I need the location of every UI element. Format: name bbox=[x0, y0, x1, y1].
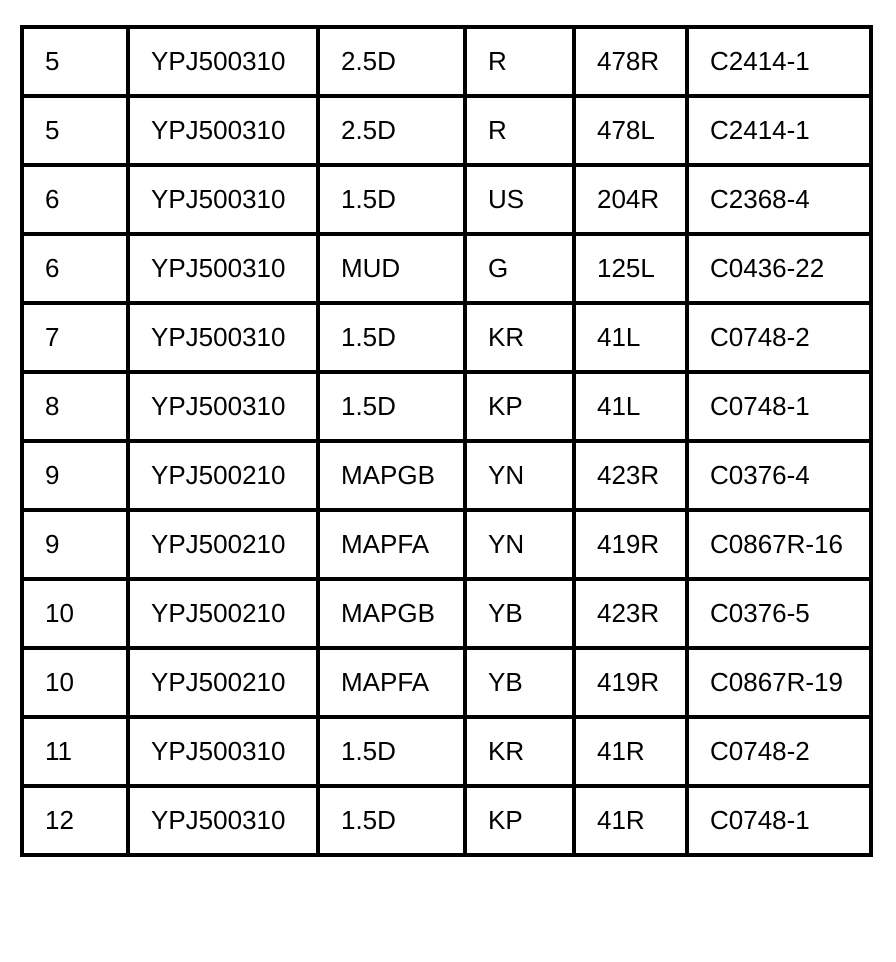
table-cell-code: KP bbox=[465, 372, 574, 441]
table-cell-ref-code: C0867R-19 bbox=[687, 648, 871, 717]
table-cell-number: 8 bbox=[22, 372, 128, 441]
table-cell-type: MAPFA bbox=[318, 648, 465, 717]
table-cell-type: 1.5D bbox=[318, 372, 465, 441]
table-cell-position: 41R bbox=[574, 717, 687, 786]
table-cell-position: 419R bbox=[574, 510, 687, 579]
table-row bbox=[22, 510, 871, 579]
table-cell-ref-code: C0436-22 bbox=[687, 234, 871, 303]
table-cell-type: 1.5D bbox=[318, 717, 465, 786]
table-row bbox=[22, 648, 871, 717]
table-cell-ref-code: C0748-2 bbox=[687, 303, 871, 372]
table-cell-type: 2.5D bbox=[318, 96, 465, 165]
table-cell-position: 423R bbox=[574, 579, 687, 648]
table-cell-number: 12 bbox=[22, 786, 128, 855]
table-row bbox=[22, 717, 871, 786]
table-cell-type: MUD bbox=[318, 234, 465, 303]
table-cell-position: 41L bbox=[574, 303, 687, 372]
table-cell-position: 423R bbox=[574, 441, 687, 510]
table-cell-position: 41R bbox=[574, 786, 687, 855]
table-cell-ref-code: C2414-1 bbox=[687, 96, 871, 165]
table-cell-number: 9 bbox=[22, 441, 128, 510]
table-row bbox=[22, 786, 871, 855]
table-cell-number: 6 bbox=[22, 165, 128, 234]
table-cell-position: 478R bbox=[574, 27, 687, 96]
table-cell-code: G bbox=[465, 234, 574, 303]
table-row bbox=[22, 165, 871, 234]
table-cell-code: YN bbox=[465, 441, 574, 510]
table-cell-number: 11 bbox=[22, 717, 128, 786]
table-cell-number: 6 bbox=[22, 234, 128, 303]
table-cell-position: 41L bbox=[574, 372, 687, 441]
table-row bbox=[22, 441, 871, 510]
table-cell-part-number: YPJ500310 bbox=[128, 234, 318, 303]
table-cell-code: KR bbox=[465, 303, 574, 372]
table-cell-type: MAPGB bbox=[318, 441, 465, 510]
table-body bbox=[22, 27, 871, 855]
data-table bbox=[20, 25, 873, 857]
table-cell-position: 204R bbox=[574, 165, 687, 234]
table-cell-ref-code: C0376-5 bbox=[687, 579, 871, 648]
table-cell-ref-code: C0867R-16 bbox=[687, 510, 871, 579]
table-cell-part-number: YPJ500210 bbox=[128, 441, 318, 510]
table-cell-part-number: YPJ500310 bbox=[128, 27, 318, 96]
table-cell-number: 5 bbox=[22, 96, 128, 165]
table-cell-position: 125L bbox=[574, 234, 687, 303]
table-cell-part-number: YPJ500310 bbox=[128, 372, 318, 441]
table-cell-ref-code: C2368-4 bbox=[687, 165, 871, 234]
table-cell-type: MAPGB bbox=[318, 579, 465, 648]
table-cell-position: 478L bbox=[574, 96, 687, 165]
table-cell-code: R bbox=[465, 27, 574, 96]
table-container bbox=[20, 25, 873, 857]
table-cell-type: 1.5D bbox=[318, 786, 465, 855]
table-cell-code: US bbox=[465, 165, 574, 234]
table-cell-number: 10 bbox=[22, 648, 128, 717]
table-cell-code: YB bbox=[465, 648, 574, 717]
table-cell-part-number: YPJ500310 bbox=[128, 717, 318, 786]
table-cell-code: R bbox=[465, 96, 574, 165]
table-row bbox=[22, 372, 871, 441]
table-row bbox=[22, 579, 871, 648]
table-row bbox=[22, 96, 871, 165]
table-cell-part-number: YPJ500310 bbox=[128, 96, 318, 165]
table-cell-code: KR bbox=[465, 717, 574, 786]
table-cell-part-number: YPJ500310 bbox=[128, 786, 318, 855]
table-row bbox=[22, 303, 871, 372]
table-cell-number: 10 bbox=[22, 579, 128, 648]
table-cell-ref-code: C2414-1 bbox=[687, 27, 871, 96]
table-cell-type: MAPFA bbox=[318, 510, 465, 579]
table-cell-ref-code: C0748-2 bbox=[687, 717, 871, 786]
table-cell-code: YN bbox=[465, 510, 574, 579]
table-cell-type: 1.5D bbox=[318, 165, 465, 234]
table-cell-code: KP bbox=[465, 786, 574, 855]
table-cell-position: 419R bbox=[574, 648, 687, 717]
table-cell-part-number: YPJ500310 bbox=[128, 303, 318, 372]
table-cell-type: 1.5D bbox=[318, 303, 465, 372]
table-cell-code: YB bbox=[465, 579, 574, 648]
table-cell-part-number: YPJ500210 bbox=[128, 648, 318, 717]
table-row bbox=[22, 27, 871, 96]
table-cell-ref-code: C0748-1 bbox=[687, 372, 871, 441]
table-cell-part-number: YPJ500310 bbox=[128, 165, 318, 234]
table-cell-type: 2.5D bbox=[318, 27, 465, 96]
table-cell-ref-code: C0376-4 bbox=[687, 441, 871, 510]
table-cell-number: 5 bbox=[22, 27, 128, 96]
table-cell-number: 7 bbox=[22, 303, 128, 372]
table-cell-ref-code: C0748-1 bbox=[687, 786, 871, 855]
table-row bbox=[22, 234, 871, 303]
table-cell-part-number: YPJ500210 bbox=[128, 510, 318, 579]
table-cell-number: 9 bbox=[22, 510, 128, 579]
table-cell-part-number: YPJ500210 bbox=[128, 579, 318, 648]
